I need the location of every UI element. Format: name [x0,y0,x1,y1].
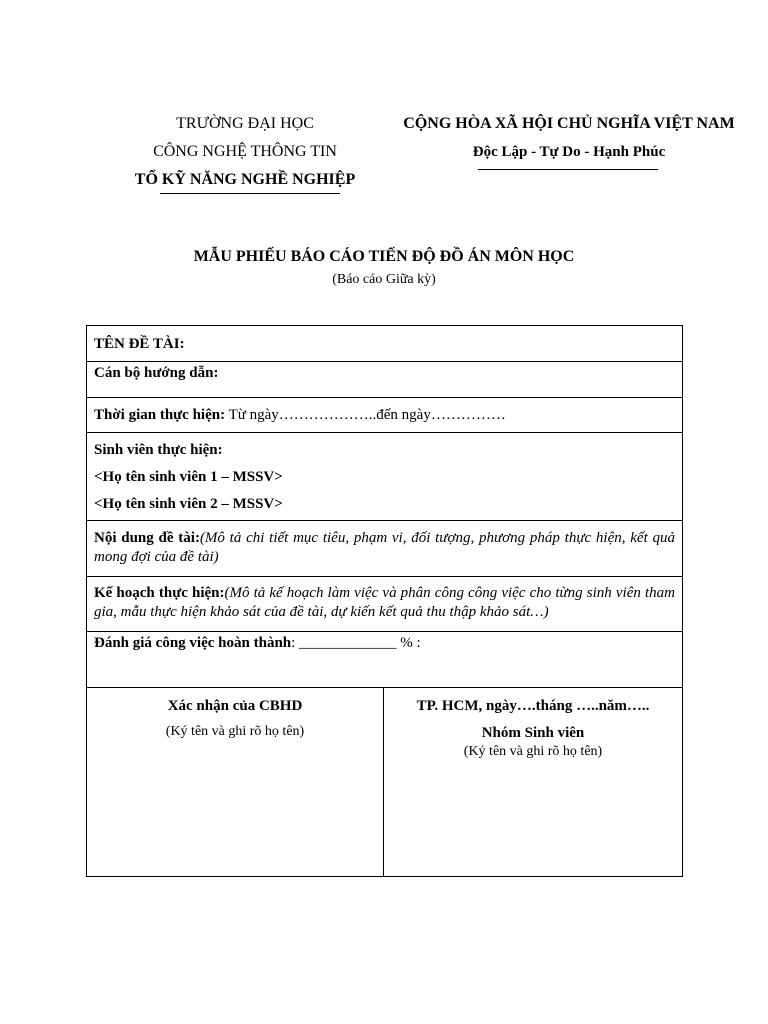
place-date-line: TP. HCM, ngày….tháng …..năm….. [416,698,650,714]
advisor-sign-note: (Ký tên và ghi rõ họ tên) [165,724,305,739]
evaluation-value: : _____________ % : [291,635,421,651]
plan-row [87,577,682,632]
nation-motto: Độc Lập - Tự Do - Hạnh Phúc [472,144,666,160]
content-row [87,521,682,577]
students-label: Sinh viên thực hiện: [94,442,223,458]
department-name: TỔ KỸ NĂNG NGHỀ NGHIỆP [134,171,356,188]
advisor-row [87,362,682,398]
topic-row [87,326,682,362]
page-title: MẪU PHIẾU BÁO CÁO TIẾN ĐỘ ĐỒ ÁN MÔN HỌC [193,248,575,265]
department-underline [160,193,340,194]
plan-description: (Mô tả kế hoạch làm việc và phân công công việc cho từng sinh viên tham gia, mẫu thực hiện khảo sát của đề tài, dự kiến kết quả thu thập khảo sát…) [94,585,675,620]
student-2: <Họ tên sinh viên 2 – MSSV> [94,496,283,512]
students-signature-block [384,688,682,876]
plan-label: Kế hoạch thực hiện: [94,585,225,601]
evaluation-label: Đánh giá công việc hoàn thành [94,635,292,651]
signature-row [87,688,682,876]
students-row [87,433,682,521]
student-group-title: Nhóm Sinh viên [481,725,585,741]
student-1: <Họ tên sinh viên 1 – MSSV> [94,469,283,485]
motto-underline [478,169,658,170]
time-value: Từ ngày………………..đến ngày…………… [225,407,506,423]
content-description: (Mô tả chi tiết mục tiêu, phạm vi, đối tượng, phương pháp thực hiện, kết quả mong đợi của đề tài) [94,530,675,565]
students-sign-note: (Ký tên và ghi rõ họ tên) [463,744,603,759]
page-subtitle: (Báo cáo Giữa kỳ) [332,272,436,287]
advisor-label: Cán bộ hướng dẫn: [94,365,219,381]
school-header [90,112,400,196]
content-label: Nội dung đề tài: [94,530,200,546]
nation-header [380,112,758,168]
time-row [87,398,682,433]
evaluation-row [87,632,682,688]
nation-name: CỘNG HÒA XÃ HỘI CHỦ NGHĨA VIỆT NAM [403,115,735,132]
advisor-confirm-title: Xác nhận của CBHD [167,698,303,714]
advisor-signature-block [87,688,384,876]
topic-label: TÊN ĐỀ TÀI: [94,336,185,352]
school-name-line1: TRƯỜNG ĐẠI HỌC [176,115,314,132]
report-form-table [86,325,683,877]
school-name-line2: CÔNG NGHỆ THÔNG TIN [153,143,337,160]
time-label: Thời gian thực hiện: [94,407,226,423]
